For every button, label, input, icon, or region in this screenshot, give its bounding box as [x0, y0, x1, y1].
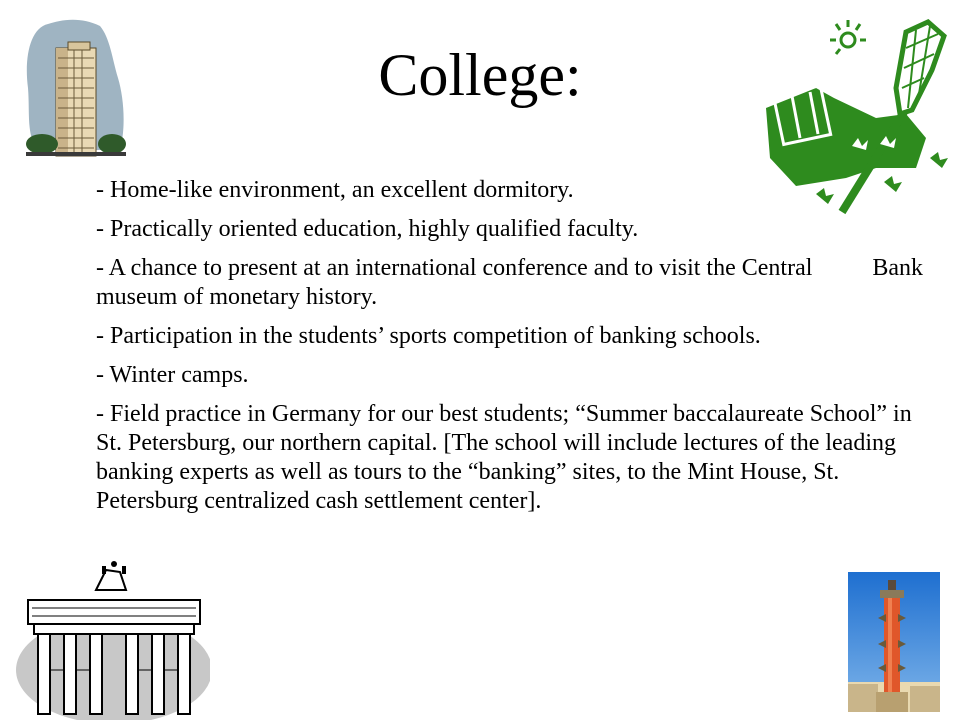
bullet-item: - Participation in the students’ sports competition of banking schools.	[96, 323, 761, 349]
slide-title: College:	[378, 42, 582, 108]
rostral-column-image	[848, 572, 940, 712]
bullet-item: - Field practice in Germany for our best students; “Summer baccalaureate School” in St. Petersburg, our northern capital. [The school will include lectures of the leading banking experts as well as tours to the “banking” sites, to the Mint House, St. Petersburg centralized cash settlement center].	[96, 401, 912, 514]
bullet-item: - Practically oriented education, highly qualified faculty.	[96, 216, 639, 242]
bullet-item: - A chance to present at an international conference and to visit the Central Bank museum of monetary history.	[96, 255, 924, 310]
bullet-item: - Home-like environment, an excellent dormitory.	[96, 177, 574, 203]
bullet-list	[96, 176, 926, 526]
bullet-item: - Winter camps.	[96, 362, 249, 388]
brandenburg-gate-image	[10, 560, 210, 720]
